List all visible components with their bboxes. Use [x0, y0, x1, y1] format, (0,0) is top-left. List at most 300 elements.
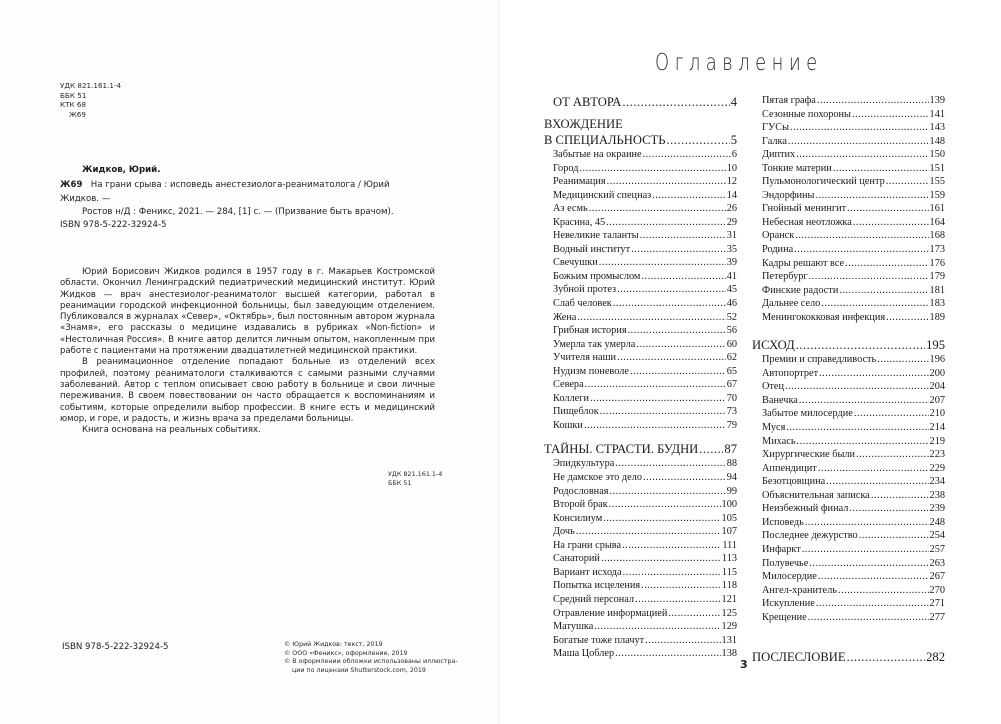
- chapter-page-number: 161: [929, 203, 945, 215]
- chapter-page-number: 52: [726, 311, 737, 323]
- chapter-page-number: 94: [726, 472, 737, 484]
- chapter-page-number: 131: [721, 634, 737, 646]
- toc-chapter-entry[interactable]: [752, 243, 945, 257]
- toc-section-part2[interactable]: ТАЙНЫ. СТРАСТИ. БУДНИ ..... 87: [544, 441, 737, 457]
- leader-dots: [636, 338, 725, 352]
- toc-chapter-entry[interactable]: [752, 394, 945, 408]
- chapter-title: Инфаркт: [762, 543, 801, 555]
- toc-part3-chapters: [752, 353, 945, 624]
- chapter-page-number: 148: [929, 135, 945, 147]
- chapter-title: Санаторий: [553, 553, 600, 565]
- toc-chapter-entry[interactable]: [752, 421, 945, 435]
- chapter-page-number: 238: [929, 489, 945, 501]
- chapter-title: Исповедь: [762, 516, 804, 528]
- isbn-top: ISBN 978-5-222-32924-5: [60, 220, 167, 230]
- toc-chapter-entry[interactable]: [544, 457, 737, 471]
- toc-chapter-entry[interactable]: [544, 283, 737, 297]
- chapter-title: Пятая графа: [762, 95, 816, 106]
- leader-dots: [584, 419, 726, 433]
- chapter-title: Пульмонологический центр: [762, 176, 885, 188]
- chapter-page-number: 88: [726, 458, 737, 470]
- leader-dots: [818, 570, 929, 584]
- chapter-title: Кошки: [553, 419, 583, 431]
- chapter-title: Забытое милосердие: [762, 408, 853, 420]
- toc-chapter-entry[interactable]: [752, 202, 945, 216]
- book-annotation: [60, 267, 435, 436]
- leader-dots: [818, 462, 929, 476]
- toc-chapter-entry[interactable]: [544, 270, 737, 284]
- chapter-title: Коллеги: [553, 392, 589, 404]
- toc-chapter-entry[interactable]: [752, 189, 945, 203]
- chapter-title: Богатые тоже плачут: [553, 634, 645, 646]
- chapter-page-number: 257: [929, 543, 945, 555]
- toc-chapter-entry[interactable]: [544, 512, 737, 526]
- chapter-title: Менингококковая инфекция: [762, 311, 886, 323]
- chapter-page-number: 41: [726, 270, 737, 282]
- annotation-paragraph: В реанимационное отделение попадают больные из отделений всех профилей, поэтому реаниматологи сталкиваются с самыми разными случаями заболеваний. Автор с теплом описывает свою работу в больнице и свои личные переживания. В своем повествовании он часто обращается к воспоминаниям и событиям, которые определили выбор профессии. В книге есть и медицинский юмор, и горе, и радость, и жизнь врача за пределами больницы.: [60, 357, 435, 424]
- toc-chapter-entry[interactable]: [544, 243, 737, 257]
- chapter-title: Дальнее село: [762, 298, 821, 310]
- chapter-page-number: 118: [721, 580, 737, 592]
- toc-chapter-entry[interactable]: [752, 229, 945, 243]
- chapter-title: На грани срыва: [553, 539, 622, 551]
- toc-chapter-entry[interactable]: [752, 529, 945, 543]
- toc-chapter-entry[interactable]: [752, 121, 945, 135]
- chapter-page-number: 67: [726, 379, 737, 391]
- bibliographic-record: [60, 179, 420, 220]
- chapter-title: Диптих: [762, 149, 796, 161]
- chapter-page-number: 46: [726, 298, 737, 310]
- chapter-page-number: 79: [726, 419, 737, 431]
- toc-chapter-entry[interactable]: [544, 620, 737, 634]
- leader-dots: [579, 162, 725, 176]
- chapter-title: Реанимация: [553, 176, 606, 188]
- chapter-page-number: 35: [726, 243, 737, 255]
- chapter-title: Зубной протез: [553, 284, 617, 296]
- leader-dots: [794, 243, 928, 257]
- chapter-title: Отравление информацией: [553, 607, 668, 619]
- chapter-title: Средний персонал: [553, 593, 635, 605]
- leader-dots: [826, 475, 928, 489]
- chapter-page-number: 141: [929, 108, 945, 120]
- chapter-page-number: 234: [929, 476, 945, 488]
- toc-chapter-entry[interactable]: [544, 593, 737, 607]
- chapter-page-number: 139: [929, 95, 945, 106]
- toc-chapter-entry[interactable]: [544, 607, 737, 621]
- toc-chapter-entry[interactable]: [544, 189, 737, 203]
- chapter-page-number: 173: [929, 244, 945, 256]
- chapter-page-number: 223: [929, 449, 945, 461]
- leader-dots: [838, 584, 929, 598]
- chapter-title: Вариант исхода: [553, 566, 622, 578]
- chapter-page-number: 164: [929, 216, 945, 228]
- leader-dots: [643, 148, 731, 162]
- toc-chapter-entry[interactable]: [544, 202, 737, 216]
- leader-dots: [607, 175, 726, 189]
- leader-dots: [853, 216, 929, 230]
- chapter-page-number: 214: [929, 422, 945, 434]
- leader-dots: [816, 597, 929, 611]
- toc-chapter-entry[interactable]: [752, 257, 945, 271]
- toc-section-part1-title[interactable]: ВХОЖДЕНИЕ: [544, 117, 623, 131]
- chapter-page-number: 176: [929, 257, 945, 269]
- chapter-page-number: 179: [929, 271, 945, 283]
- toc-chapter-entry[interactable]: [752, 489, 945, 503]
- chapter-title: Дочь: [553, 526, 575, 538]
- toc-chapter-entry[interactable]: [544, 634, 737, 648]
- chapter-title: Пищеблок: [553, 406, 599, 418]
- chapter-title: Муся: [762, 422, 786, 434]
- leader-dots: [854, 407, 929, 421]
- leader-dots: [852, 108, 929, 122]
- leader-dots: [847, 202, 928, 216]
- leader-dots: [839, 284, 928, 298]
- leader-dots: [785, 380, 929, 394]
- toc-chapter-entry[interactable]: [544, 566, 737, 580]
- leader-dots: [821, 297, 928, 311]
- chapter-page-number: 138: [721, 648, 737, 660]
- chapter-title: Грибная история: [553, 325, 627, 337]
- leader-dots: [635, 593, 720, 607]
- chapter-page-number: 73: [726, 406, 737, 418]
- bibliographic-line-1: На грани срыва : исповедь анестезиолога-реаниматолога / Юрий Жидков. —: [60, 180, 390, 204]
- chapter-title: Учителя наши: [553, 352, 617, 364]
- toc-chapter-entry[interactable]: [752, 462, 945, 476]
- toc-chapter-entry[interactable]: [544, 229, 737, 243]
- chapter-title: Ванечка: [762, 394, 798, 406]
- toc-chapter-entry[interactable]: [544, 297, 737, 311]
- author-sign: Ж69: [69, 109, 86, 119]
- toc-column-left: [544, 94, 737, 661]
- chapter-title: Последнее дежурство: [762, 530, 858, 542]
- toc-section-part3[interactable]: ИСХОД ..... 195: [752, 337, 945, 353]
- leader-dots: [817, 94, 929, 108]
- toc-chapter-entry[interactable]: [544, 175, 737, 189]
- leader-dots: [577, 311, 725, 325]
- chapter-title: Кадры решают все: [762, 257, 845, 269]
- toc-chapter-entry[interactable]: [752, 502, 945, 516]
- leader-dots: [617, 351, 726, 365]
- chapter-title: Автопортрет: [762, 367, 819, 379]
- chapter-page-number: 26: [726, 203, 737, 215]
- toc-chapter-entry[interactable]: [752, 597, 945, 611]
- chapter-page-number: 254: [929, 530, 945, 542]
- leader-dots: [668, 607, 720, 621]
- chapter-title: Божьим промыслом: [553, 270, 641, 282]
- toc-chapter-entry[interactable]: [544, 351, 737, 365]
- chapter-title: Милосердие: [762, 571, 817, 583]
- chapter-page-number: 10: [726, 162, 737, 174]
- toc-chapter-entry[interactable]: [544, 552, 737, 566]
- chapter-title: Премии и справедливость: [762, 354, 877, 366]
- toc-chapter-entry[interactable]: [752, 435, 945, 449]
- toc-part2-continued-chapters: [752, 94, 945, 324]
- toc-chapter-entry[interactable]: [544, 148, 737, 162]
- leader-dots: [631, 243, 726, 257]
- leader-dots: [796, 148, 928, 162]
- toc-chapter-entry[interactable]: [544, 256, 737, 270]
- chapter-page-number: 65: [726, 365, 737, 377]
- chapter-title: Город: [553, 162, 579, 174]
- chapter-page-number: 168: [929, 230, 945, 242]
- chapter-title: Родословная: [553, 485, 609, 497]
- toc-chapter-entry[interactable]: [544, 579, 737, 593]
- leader-dots: [808, 611, 929, 625]
- toc-chapter-entry[interactable]: [752, 148, 945, 162]
- chapter-title: Гнойный менингит: [762, 203, 847, 215]
- leader-dots: [640, 229, 726, 243]
- leader-dots: [886, 311, 928, 325]
- toc-chapter-entry[interactable]: [752, 284, 945, 298]
- leader-dots: [609, 498, 721, 512]
- toc-chapter-entry[interactable]: [544, 485, 737, 499]
- chapter-title: ГУСы: [762, 122, 790, 134]
- chapter-title: Попытка исцеления: [553, 580, 641, 592]
- leader-dots: [849, 502, 928, 516]
- chapter-page-number: 70: [726, 392, 737, 404]
- chapter-page-number: 129: [721, 621, 737, 633]
- chapter-page-number: 143: [929, 122, 945, 134]
- toc-chapter-entry[interactable]: [752, 584, 945, 598]
- bottom-classification-codes: [388, 470, 442, 488]
- author-sign-code: Ж69: [60, 180, 83, 190]
- chapter-title: Михась: [762, 435, 796, 447]
- chapter-page-number: 99: [726, 485, 737, 497]
- leader-dots: [856, 448, 929, 462]
- chapter-page-number: 14: [726, 189, 737, 201]
- chapter-page-number: 200: [929, 367, 945, 379]
- toc-chapter-entry[interactable]: [752, 448, 945, 462]
- imprint-page: [0, 0, 500, 724]
- chapter-page-number: 263: [929, 557, 945, 569]
- leader-dots: [617, 283, 726, 297]
- chapter-page-number: 181: [929, 284, 945, 296]
- leader-dots: [590, 392, 726, 406]
- chapter-title: Забытые на окраине: [553, 149, 642, 160]
- leader-dots: [859, 529, 929, 543]
- annotation-paragraph: Юрий Борисович Жидков родился в 1957 году в г. Макарьев Костромской области. Окончил Ленинградский педиатрический медицинский институт. Юрий Жидков — врач анестезиолог-реаниматолог высшей категории, работал в реанимации городской инфекционной больницы, был заведующим отделением. Публиковался в журналах «Север», «Октябрь», был постоянным автором журнала «Знамя», его рассказы о медицине издавались в рубриках «Non-fiction» и «Нестоличная Россия». В книге автор делится личным опытом, накопленным при работе с пациентами на протяжении двадцатилетней медицинской практики.: [60, 267, 435, 357]
- toc-chapter-entry[interactable]: [544, 419, 737, 433]
- chapter-title: Петербург: [762, 271, 808, 283]
- chapter-page-number: 6: [731, 149, 737, 160]
- chapter-title: Эндорфины: [762, 189, 815, 201]
- chapter-page-number: 100: [721, 499, 737, 511]
- leader-dots: [643, 471, 726, 485]
- chapter-page-number: 189: [929, 311, 945, 323]
- leader-dots: [802, 543, 929, 557]
- chapter-title: Безотцовщина: [762, 476, 826, 488]
- chapter-page-number: 196: [929, 354, 945, 366]
- leader-dots: [795, 229, 928, 243]
- leader-dots: [623, 566, 721, 580]
- chapter-page-number: 267: [929, 571, 945, 583]
- chapter-title: Тонкие материи: [762, 162, 832, 174]
- toc-chapter-entry[interactable]: [752, 557, 945, 571]
- chapter-title: Объяснительная записка: [762, 489, 870, 501]
- toc-chapter-entry[interactable]: [544, 539, 737, 553]
- leader-dots: [585, 378, 726, 392]
- toc-chapter-entry[interactable]: [752, 270, 945, 284]
- leader-dots: [599, 256, 726, 270]
- bibliographic-line-2: Ростов н/Д : Феникс, 2021. — 284, [1] с. — (Призвание быть врачом).: [82, 207, 394, 217]
- toc-column-right: [752, 94, 945, 665]
- toc-chapter-entry[interactable]: [752, 162, 945, 176]
- chapter-title: Свечушки: [553, 257, 598, 269]
- chapter-title: Красина, 45: [553, 216, 606, 228]
- leader-dots: [786, 421, 928, 435]
- leader-dots: [886, 175, 929, 189]
- chapter-title: Аппендицит: [762, 462, 817, 474]
- chapter-title: Отец: [762, 381, 785, 393]
- toc-chapter-entry[interactable]: [544, 647, 737, 661]
- chapter-page-number: 12: [726, 176, 737, 188]
- chapter-page-number: 121: [721, 593, 737, 605]
- toc-chapter-entry[interactable]: [544, 405, 737, 419]
- copyright-line: © В оформлении обложки использованы иллюстра-: [284, 658, 458, 666]
- toc-chapter-entry[interactable]: [544, 338, 737, 352]
- chapter-page-number: 248: [929, 516, 945, 528]
- leader-dots: [615, 457, 725, 471]
- toc-chapter-entry[interactable]: [752, 516, 945, 530]
- toc-chapter-entry[interactable]: [752, 570, 945, 584]
- chapter-page-number: 159: [929, 189, 945, 201]
- toc-chapter-entry[interactable]: [544, 498, 737, 512]
- chapter-title: Хирургические были: [762, 449, 856, 461]
- chapter-title: Финские радости: [762, 284, 839, 296]
- toc-chapter-entry[interactable]: [544, 162, 737, 176]
- toc-chapter-entry[interactable]: [752, 175, 945, 189]
- toc-chapter-entry[interactable]: [752, 94, 945, 108]
- leader-dots: [819, 367, 928, 381]
- leader-dots: [833, 162, 929, 176]
- chapter-title: Эпидкультура: [553, 458, 615, 470]
- author-heading: Жидков, Юрий.: [82, 165, 161, 175]
- leader-dots: [641, 579, 721, 593]
- chapter-title: Крещение: [762, 611, 807, 623]
- chapter-page-number: 29: [726, 216, 737, 228]
- chapter-page-number: 125: [721, 607, 737, 619]
- leader-dots: [809, 270, 929, 284]
- leader-dots: [641, 270, 725, 284]
- toc-chapter-entry[interactable]: [544, 471, 737, 485]
- chapter-title: Галка: [762, 135, 787, 147]
- bbk-code: ББК 51: [60, 90, 87, 100]
- chapter-title: Жена: [553, 311, 577, 323]
- chapter-title: Ангел-хранитель: [762, 584, 837, 596]
- leader-dots: [788, 135, 929, 149]
- chapter-page-number: 183: [929, 298, 945, 310]
- isbn-bottom: ISBN 978-5-222-32924-5: [62, 642, 169, 652]
- toc-chapter-entry[interactable]: [544, 525, 737, 539]
- chapter-title: Небесная неотложка: [762, 216, 852, 228]
- toc-chapter-entry[interactable]: [544, 324, 737, 338]
- leader-dots: [845, 257, 928, 271]
- toc-part1-chapters: [544, 148, 737, 432]
- leader-dots: [799, 394, 929, 408]
- chapter-page-number: 204: [929, 381, 945, 393]
- toc-chapter-entry[interactable]: [752, 108, 945, 122]
- chapter-page-number: 56: [726, 325, 737, 337]
- leader-dots: [815, 189, 928, 203]
- toc-chapter-entry[interactable]: [544, 378, 737, 392]
- chapter-title: Неизбежный финал: [762, 503, 849, 515]
- leader-dots: [652, 189, 725, 203]
- toc-chapter-entry[interactable]: [752, 297, 945, 311]
- leader-dots: [589, 202, 726, 216]
- leader-dots: [613, 297, 726, 311]
- chapter-page-number: 155: [929, 176, 945, 188]
- chapter-page-number: 62: [726, 352, 737, 364]
- page-title: Оглавление: [655, 50, 823, 76]
- chapter-page-number: 60: [726, 338, 737, 350]
- copyright-line: © Юрий Жидков: текст, 2019: [284, 641, 383, 648]
- chapter-page-number: 207: [929, 394, 945, 406]
- udk-code: УДК 821.161.1-4: [388, 470, 443, 478]
- chapter-title: Консилиум: [553, 512, 603, 524]
- toc-chapter-entry[interactable]: [752, 543, 945, 557]
- chapter-title: Медицинский спецназ: [553, 189, 652, 201]
- chapter-title: Полувечье: [762, 557, 809, 569]
- bbk-code: ББК 51: [388, 479, 412, 487]
- toc-chapter-entry[interactable]: [752, 216, 945, 230]
- leader-dots: [606, 216, 726, 230]
- chapter-title: Матушка: [553, 621, 594, 633]
- toc-section-afterword[interactable]: ПОСЛЕСЛОВИЕ ..... 282: [752, 649, 945, 665]
- leader-dots: [805, 516, 929, 530]
- annotation-paragraph: Книга основана на реальных событиях.: [82, 425, 261, 436]
- chapter-page-number: 107: [721, 526, 737, 538]
- toc-chapter-entry[interactable]: [752, 407, 945, 421]
- chapter-title: Оранск: [762, 230, 795, 242]
- leader-dots: [809, 557, 928, 571]
- toc-chapter-entry[interactable]: [544, 311, 737, 325]
- toc-chapter-entry[interactable]: [752, 611, 945, 625]
- toc-chapter-entry[interactable]: [544, 392, 737, 406]
- chapter-title: Не дамское это дело: [553, 472, 642, 484]
- leader-dots: [576, 525, 721, 539]
- page-number: 3: [740, 658, 748, 671]
- chapter-title: Родина: [762, 244, 794, 256]
- toc-chapter-entry[interactable]: [544, 216, 737, 230]
- copyright-notice: [284, 641, 458, 675]
- udk-code: УДК 821.161.1-4: [60, 81, 122, 90]
- chapter-title: Умерла так умерла: [553, 338, 636, 350]
- toc-chapter-entry[interactable]: [544, 365, 737, 379]
- chapter-page-number: 113: [721, 553, 737, 565]
- leader-dots: [615, 647, 720, 661]
- toc-chapter-entry[interactable]: [752, 135, 945, 149]
- chapter-title: Нудизм поневоле: [553, 365, 629, 377]
- chapter-title: Водный институт: [553, 243, 631, 255]
- toc-chapter-entry[interactable]: [752, 475, 945, 489]
- chapter-title: Сезонные похороны: [762, 108, 851, 120]
- copyright-line: © ООО «Феникс», оформление, 2019: [284, 649, 408, 657]
- chapter-page-number: 229: [929, 462, 945, 474]
- chapter-title: Аз есмь: [553, 203, 588, 215]
- leader-dots: [603, 512, 720, 526]
- toc-chapter-entry[interactable]: [752, 353, 945, 367]
- toc-section-part1[interactable]: В СПЕЦИАЛЬНОСТЬ ..... 5: [544, 132, 737, 148]
- toc-section-from-author[interactable]: ОТ АВТОРА ..... 4: [544, 94, 737, 110]
- toc-chapter-entry[interactable]: [752, 380, 945, 394]
- chapter-page-number: 219: [929, 435, 945, 447]
- leader-dots: [601, 552, 721, 566]
- leader-dots: [610, 485, 726, 499]
- toc-chapter-entry[interactable]: [752, 367, 945, 381]
- chapter-page-number: 150: [929, 149, 945, 161]
- toc-chapter-entry[interactable]: [752, 311, 945, 325]
- ktk-code: КТК 68: [60, 100, 87, 110]
